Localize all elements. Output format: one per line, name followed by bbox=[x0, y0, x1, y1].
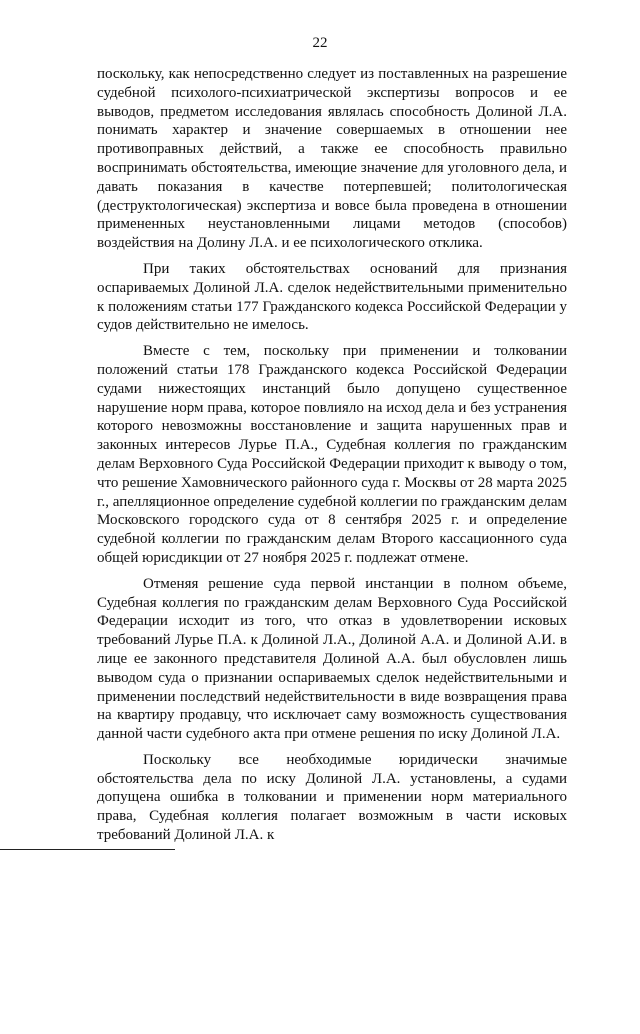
page-number: 22 bbox=[312, 35, 328, 51]
paragraph-conclusion: Поскольку все необходимые юридически значимые обстоятельства дела по иску Долиной Л.А. установлены, а судами допущена ошибка в толковании и применении норм материального права, Судебная коллегия полагает возможным в части исковых требований Долиной Л.А. к bbox=[97, 751, 567, 844]
body-text bbox=[97, 65, 567, 852]
paragraph-reversal: Отменяя решение суда первой инстанции в полном объеме, Судебная коллегия по гражданским делам Верховного Суда Российской Федерации исходит из того, что отказ в удовлетворении исковых требований Лурье П.А. к Долиной Л.А., Долиной А.А. и Долиной А.И. в лице ее законного представителя Долиной А.А. был обусловлен лишь выводом суда о признании оспариваемых сделок недействительными и применении последствий недействительности в виде возвращения права на квартиру продавцу, что исключает саму возможность существования данной части судебного акта при отмене решения по иску Долиной Л.А. bbox=[97, 575, 567, 743]
paragraph-article-177: При таких обстоятельствах оснований для признания оспариваемых Долиной Л.А. сделок недействительными применительно к положениям статьи 177 Гражданского кодекса Российской Федерации у судов действительно не имелось. bbox=[97, 260, 567, 334]
paragraph-article-178: Вместе с тем, поскольку при применении и толковании положений статьи 178 Гражданского кодекса Российской Федерации судами нижестоящих инстанций было допущено существенное нарушение норм права, которое повлияло на исход дела и без устранения которого невозможны восстановление и защита нарушенных прав и законных интересов Лурье П.А., Судебная коллегия по гражданским делам Верховного Суда Российской Федерации приходит к выводу о том, что решение Хамовнического районного суда г. Москвы от 28 марта 2025 г., апелляционное определение судебной коллегии по гражданским делам Московского городского суда от 8 сентября 2025 г. и определение судебной коллегии по гражданским делам Второго кассационного суда общей юрисдикции от 27 ноября 2025 г. подлежат отмене. bbox=[97, 343, 567, 566]
paragraph-continuation: поскольку, как непосредственно следует из поставленных на разрешение судебной психолого-психиатрической экспертизы вопросов и ее выводов, предметом исследования являлась способность Долиной Л.А. понимать характер и значение совершаемых в отношении нее противоправных действий, а также ее способность правильно воспринимать обстоятельства, имеющие значение для уголовного дела, и давать показания в качестве потерпевшей; политологическая (деструктологическая) экспертиза и вовсе была проведена в отношении примененных неустановленными лицами методов (способов) воздействия на Долину Л.А. и ее психологического отклика. bbox=[97, 66, 567, 252]
footnote-separator bbox=[0, 849, 175, 850]
